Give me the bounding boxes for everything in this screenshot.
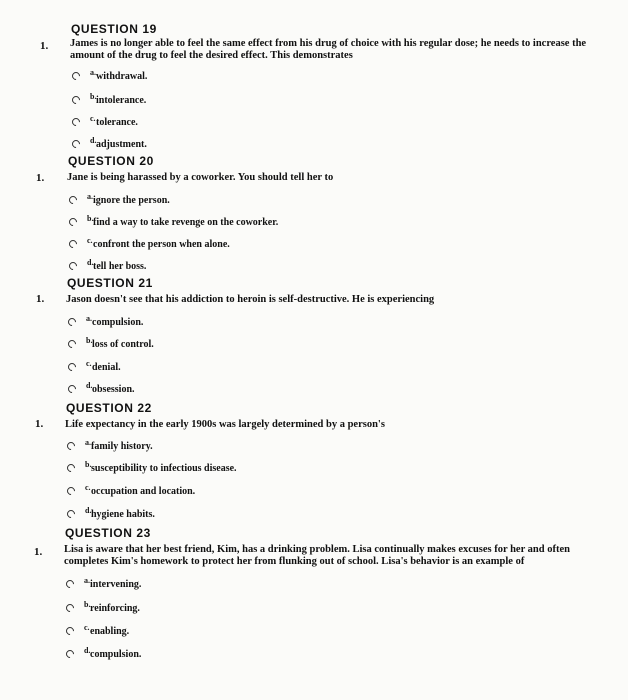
option-text: loss of control.	[92, 339, 154, 350]
radio-button-icon[interactable]	[67, 238, 78, 249]
option-letter: c.	[90, 114, 96, 123]
option-letter: a.	[86, 314, 92, 323]
option-letter: b.	[86, 336, 93, 345]
option-letter: d.	[87, 258, 94, 267]
option-text: hygiene habits.	[91, 509, 155, 520]
question-title: QUESTION 21	[67, 276, 153, 290]
option-text: tolerance.	[96, 117, 138, 128]
option-letter: d.	[90, 136, 97, 145]
question-text: Jane is being harassed by a coworker. You should tell her to	[67, 172, 334, 183]
option-letter: b.	[84, 600, 91, 609]
option-text: adjustment.	[96, 139, 147, 150]
question-title: QUESTION 23	[65, 526, 151, 540]
radio-button-icon[interactable]	[70, 94, 81, 105]
question-text: Life expectancy in the early 1900s was largely determined by a person's	[65, 419, 385, 430]
option-text: intolerance.	[96, 95, 147, 106]
option-text: reinforcing.	[90, 603, 140, 614]
option-text: intervening.	[90, 579, 142, 590]
option-letter: c.	[87, 236, 93, 245]
option-letter: a.	[87, 192, 93, 201]
radio-button-icon[interactable]	[64, 602, 75, 613]
question-title: QUESTION 19	[71, 22, 157, 36]
radio-button-icon[interactable]	[66, 316, 77, 327]
option-text: confront the person when alone.	[93, 239, 230, 250]
option-text: ignore the person.	[93, 195, 170, 206]
radio-button-icon[interactable]	[70, 70, 81, 81]
option-text: compulsion.	[90, 649, 142, 660]
option-letter: a.	[85, 438, 91, 447]
radio-button-icon[interactable]	[64, 648, 75, 659]
option-letter: a.	[90, 68, 96, 77]
option-letter: c.	[86, 359, 92, 368]
option-text: enabling.	[90, 626, 130, 637]
option-text: denial.	[92, 362, 121, 373]
option-letter: d.	[85, 506, 92, 515]
option-text: find a way to take revenge on the coworker.	[93, 217, 279, 228]
question-number: 1.	[34, 546, 43, 558]
radio-button-icon[interactable]	[67, 260, 78, 271]
option-letter: a.	[84, 576, 90, 585]
radio-button-icon[interactable]	[65, 440, 76, 451]
option-letter: d.	[84, 646, 91, 655]
option-letter: b.	[90, 92, 97, 101]
radio-button-icon[interactable]	[66, 338, 77, 349]
option-text: obsession.	[92, 384, 135, 395]
question-number: 1.	[35, 418, 44, 430]
radio-button-icon[interactable]	[66, 383, 77, 394]
option-letter: d.	[86, 381, 93, 390]
radio-button-icon[interactable]	[70, 116, 81, 127]
radio-button-icon[interactable]	[65, 462, 76, 473]
option-letter: c.	[84, 623, 90, 632]
option-text: compulsion.	[92, 317, 144, 328]
radio-button-icon[interactable]	[65, 485, 76, 496]
option-letter: b.	[85, 460, 92, 469]
radio-button-icon[interactable]	[66, 361, 77, 372]
question-title: QUESTION 22	[66, 401, 152, 415]
option-text: susceptibility to infectious disease.	[91, 463, 237, 474]
question-text: James is no longer able to feel the same effect from his drug of choice with his regular dose; he needs to increase the amount of the drug to feel the desired effect. This demonstrates	[70, 38, 587, 61]
question-text: Jason doesn't see that his addiction to heroin is self-destructive. He is experiencing	[66, 294, 435, 305]
radio-button-icon[interactable]	[65, 508, 76, 519]
option-text: tell her boss.	[93, 261, 147, 272]
radio-button-icon[interactable]	[64, 625, 75, 636]
question-number: 1.	[36, 172, 45, 184]
question-number: 1.	[40, 40, 49, 52]
option-text: withdrawal.	[96, 71, 148, 82]
question-number: 1.	[36, 293, 45, 305]
radio-button-icon[interactable]	[70, 138, 81, 149]
question-title: QUESTION 20	[68, 154, 154, 168]
radio-button-icon[interactable]	[67, 194, 78, 205]
option-letter: c.	[85, 483, 91, 492]
question-text: Lisa is aware that her best friend, Kim, has a drinking problem. Lisa continually makes excuses for her and often completes Kim's homework to protect her from flunking out of school. Lisa's behavior is an example of	[64, 544, 570, 567]
option-text: occupation and location.	[91, 486, 196, 497]
radio-button-icon[interactable]	[67, 216, 78, 227]
option-letter: b.	[87, 214, 94, 223]
option-text: family history.	[91, 441, 153, 452]
radio-button-icon[interactable]	[64, 578, 75, 589]
